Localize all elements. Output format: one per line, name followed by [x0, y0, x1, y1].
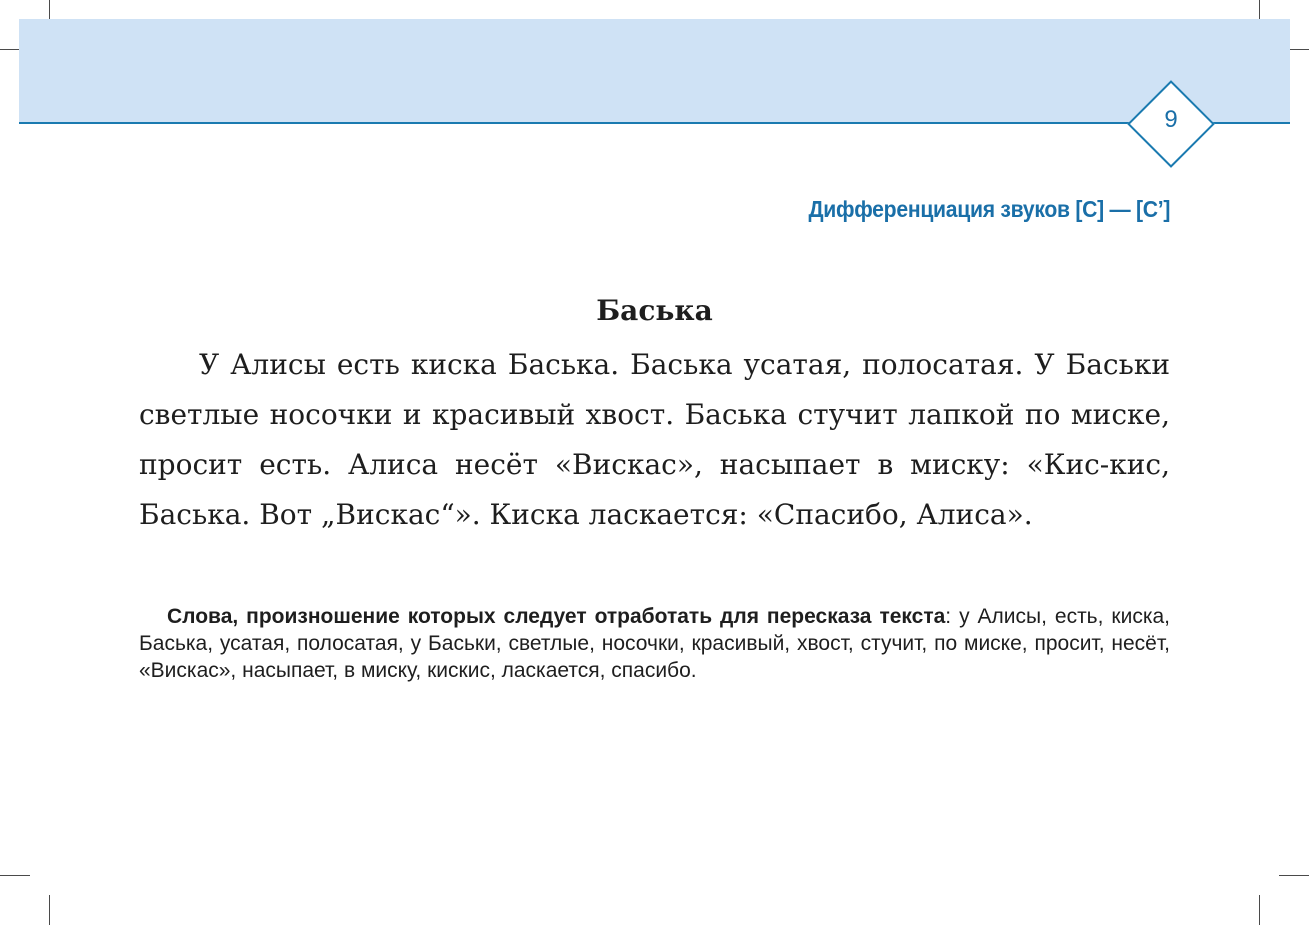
- page-number: 9: [1164, 106, 1178, 133]
- crop-mark-bottom-right-horizontal: [1279, 875, 1309, 876]
- crop-mark-bottom-left-vertical: [49, 895, 50, 925]
- section-title: Дифференциация звуков [С] — [С’]: [808, 196, 1170, 222]
- header-rule: [19, 122, 1290, 124]
- story-title: Баська: [596, 294, 713, 327]
- header-band: [19, 19, 1290, 123]
- vocabulary-label: Слова, произношение которых следует отработать для пересказа текста: [167, 605, 946, 628]
- vocabulary-note: [139, 603, 1170, 684]
- crop-mark-bottom-left-horizontal: [0, 875, 30, 876]
- vocabulary-words: : у Алисы, есть, киска, Баська, усатая, полосатая, у Баськи, светлые, носочки, красивый, хвост, стучит, по миске, просит, несёт, «Вискас», насыпает, в миску, кискис, ласкается, спасибо.: [139, 605, 1170, 682]
- crop-mark-bottom-right-vertical: [1259, 895, 1260, 925]
- story-text: У Алисы есть киска Баська. Баська усатая, полосатая. У Баськи светлые носочки и красивый хвост. Баська стучит лапкой по миске, просит есть. Алиса несёт «Вискас», насыпает в миску: «Кис-кис, Баська. Вот „Вискас“». Киска ласкается: «Спасибо, Алиса».: [139, 348, 1170, 531]
